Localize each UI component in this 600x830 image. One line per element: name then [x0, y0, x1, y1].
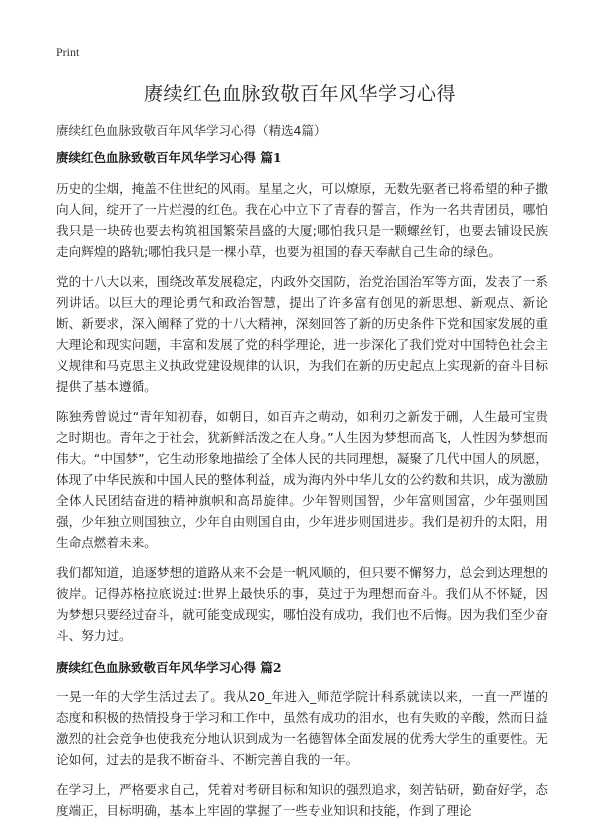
page-title: 赓续红色血脉致敬百年风华学习心得: [143, 83, 456, 105]
section-heading-2: 赓续红色血脉致敬百年风华学习心得 篇2: [56, 660, 282, 675]
paragraph: 我们都知道，追逐梦想的道路从来不会是一帆风顺的，但只要不懈努力，总会到达理想的彼岸。记得苏格拉底说过:世界上最快乐的事，莫过于为理想而奋斗。我们从不怀疑，因为梦想只要经过奋斗，就可能变成现实，哪怕没有成功，我们也不后悔。因为我们至少奋斗、努力过。: [56, 565, 548, 643]
document-subtitle: 赓续红色血脉致敬百年风华学习心得（精选4篇）: [56, 123, 327, 138]
paragraph: 一晃一年的大学生活过去了。我从20_年进入_师范学院计科系就读以来，一直一严谨的态度和积极的热情投身于学习和工作中，虽然有成功的泪水，也有失败的辛酸，然而日益激烈的社会竞争也使我充分地认识到成为一名德智体全面发展的优秀大学生的重要性。无论如何，过去的是我不断奋斗、不断完善自我的一年。: [56, 689, 548, 767]
paragraph: 党的十八大以来，围绕改革发展稳定，内政外交国防，治党治国治军等方面，发表了一系列讲话。以巨大的理论勇气和政治智慧，提出了许多富有创见的新思想、新观点、新论断、新要求，深入阐释了党的十八大精神，深刻回答了新的历史条件下党和国家发展的重大理论和现实问题，丰富和发展了党的科学理论，进一步深化了我们党对中国特色社会主义规律和马克思主义执政党建设规律的认识，为我们在新的历史起点上实现新的奋斗目标提供了基本遵循。: [56, 274, 548, 394]
paragraph: 历史的尘烟，掩盖不住世纪的风雨。星星之火，可以燎原，无数先驱者已将希望的种子撒向人间，绽开了一片烂漫的红色。我在心中立下了青春的誓言，作为一名共青团员，哪怕我只是一块砖也要去构筑祖国繁荣昌盛的大厦;哪怕我只是一颗螺丝钉，也要去铺设民族走向辉煌的路轨;哪怕我只是一棵小草，也要为祖国的春天奉献自己生命的绿色。: [56, 181, 548, 259]
paragraph: 在学习上，严格要求自己，凭着对考研目标和知识的强烈追求，刻苦钻研，勤奋好学，态度端正，目标明确，基本上牢固的掌握了一些专业知识和技能，作到了理论: [56, 782, 548, 818]
document-body: [56, 150, 548, 830]
print-label[interactable]: Print: [56, 45, 80, 59]
paragraph: 陈独秀曾说过“青年知初春，如朝日，如百卉之萌动，如利刃之新发于硎，人生最可宝贵之时期也。青年之于社会，犹新鲜活泼之在人身。”人生因为梦想而高飞，人性因为梦想而伟大。“中国梦”，它生动形象地描绘了全体人民的共同理想，凝聚了几代中国人的夙愿，体现了中华民族和中国人民的整体利益，成为海内外中华儿女的公约数和共识，成为激励全体人民团结奋进的精神旗帜和高昂旋律。少年智则国智，少年富则国富，少年强则国强，少年独立则国独立，少年自由则国自由，少年进步则国进步。我们是初升的太阳，用生命点燃着未来。: [56, 409, 548, 550]
section-heading-1: 赓续红色血脉致敬百年风华学习心得 篇1: [56, 150, 282, 165]
